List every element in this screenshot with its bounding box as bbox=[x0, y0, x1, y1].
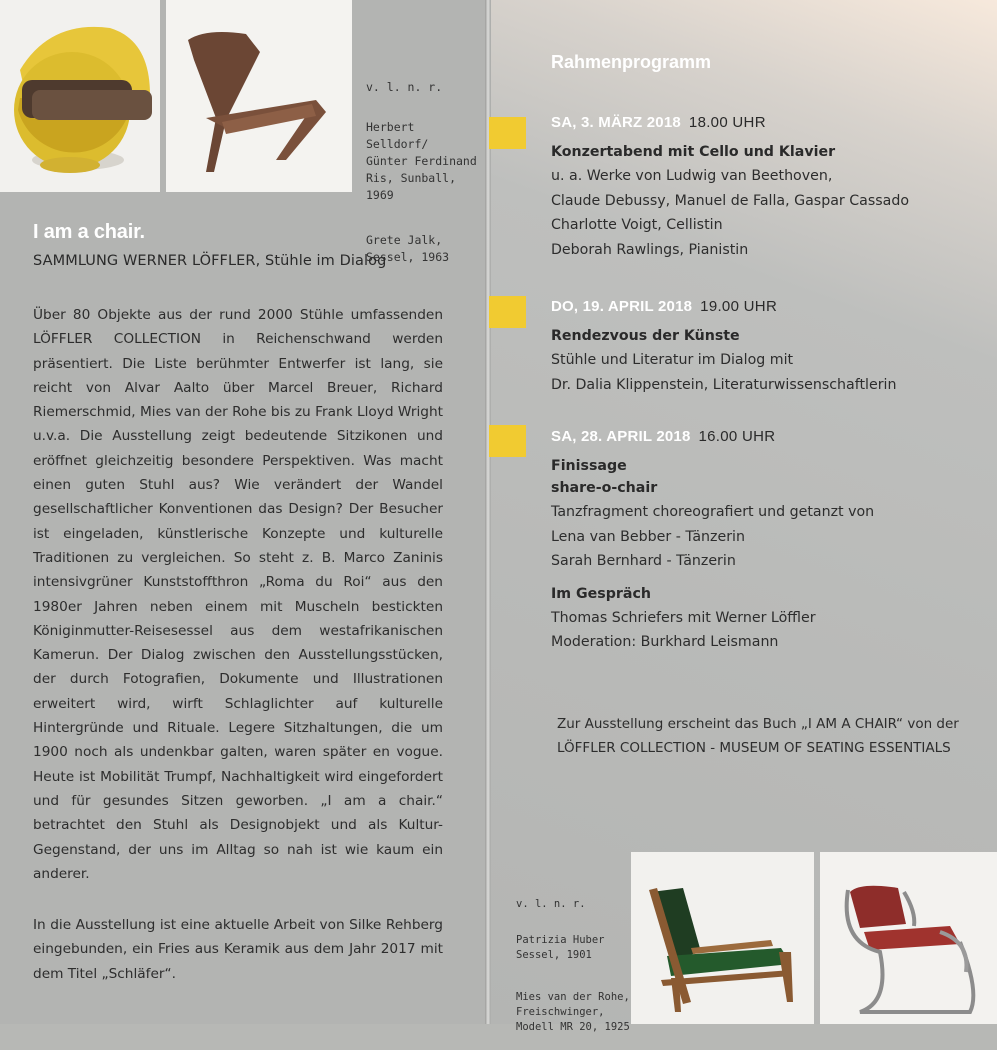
event-line: Tanzfragment choreografiert und getanzt von bbox=[551, 504, 875, 520]
exhibition-description: Über 80 Objekte aus der rund 2000 Stühle umfassenden LÖFFLER COLLECTION in Reichenschwand werden präsentiert. Die Liste berühmter Entwerfer ist lang, sie reicht von Alvar Aalto über Marcel Breuer, Richard Riemerschmid, Mies van der Rohe bis zu Frank Lloyd Wright u.v.a. Die Ausstellung zeigt bedeutende Sitzikonen und eröffnet gleichzeitig besondere Perspektiven. Was macht einen guten Stuhl aus? Wie verändert der Wandel gesellschaftlicher Konventionen das Design? Der Besucher ist eingeladen, künstlerische Konzepte und kulturelle Traditionen zu vergleichen. So steht z. B. Marco Zaninis intensivgrüner Kunststoffthron „Roma du Roi“ aus den 1980er Jahren neben einem mit Muscheln bestickten Königinmutter-Reisesessel aus dem westafrikanischen Kamerun. Der Dialog zwischen den Ausstellungsstücken, der durch Fotografien, Dokumente und Illustrationen erweitert wird, wirft Schlaglichter auf kulturelle Hintergründe und Rituale. Legere Sitzhaltungen, die um 1900 noch als undenkbar galten, waren später en vogue. Heute ist Mobilität Trumpf, Nachhaltigkeit wird eingefordert und für gesundes Sitzen geworben. „I am a chair.“ betrachtet den Stuhl als Designobjekt und als Kultur-Gegenstand, der uns im Alltag so nah ist wie kaum ein anderer. bbox=[33, 307, 443, 882]
event-line: Sarah Bernhard - Tänzerin bbox=[551, 553, 736, 569]
top-caption-item2: Grete Jalk, Sessel, 1963 bbox=[366, 233, 450, 264]
program-heading: Rahmenprogramm bbox=[551, 52, 712, 72]
bottom-caption-prefix: v. l. n. r. bbox=[516, 898, 586, 910]
event-time: 19.00 UHR bbox=[700, 298, 778, 315]
event-marker bbox=[489, 425, 526, 457]
event-date: SA, 3. MÄRZ 2018 bbox=[551, 114, 681, 131]
page-spine bbox=[485, 0, 491, 1024]
event-3 bbox=[551, 426, 971, 655]
mies-chair-photo bbox=[820, 852, 997, 1024]
event-1 bbox=[551, 112, 971, 262]
event-marker bbox=[489, 296, 526, 328]
huber-chair-photo bbox=[631, 852, 814, 1024]
event-line: Deborah Rawlings, Pianistin bbox=[551, 241, 749, 258]
book-note: Zur Ausstellung erscheint das Buch „I AM A CHAIR“ von der LÖFFLER COLLECTION - MUSEUM OF SEATING ESSENTIALS bbox=[557, 716, 959, 756]
event-line: Lena van Bebber - Tänzerin bbox=[551, 528, 745, 545]
event-time: 18.00 UHR bbox=[688, 114, 766, 131]
sunball-chair-photo bbox=[0, 0, 160, 192]
event-subtitle: share-o-chair bbox=[551, 480, 658, 496]
event-date: SA, 28. APRIL 2018 bbox=[551, 428, 691, 445]
event-line: Moderation: Burkhard Leismann bbox=[551, 634, 779, 650]
event-title: Konzertabend mit Cello und Klavier bbox=[551, 144, 836, 160]
exhibition-title: I am a chair. bbox=[33, 221, 145, 243]
event-line: Dr. Dalia Klippenstein, Literaturwissenschaftlerin bbox=[551, 376, 897, 393]
jalk-chair-photo bbox=[166, 0, 352, 192]
exhibition-note: In die Ausstellung ist eine aktuelle Arbeit von Silke Rehberg eingebunden, ein Fries aus Keramik aus dem Jahr 2017 mit dem Titel „Schläfer“. bbox=[33, 917, 443, 982]
event-marker bbox=[489, 117, 526, 149]
bottom-caption-item1: Patrizia Huber Sessel, 1901 bbox=[516, 934, 605, 961]
bottom-caption bbox=[516, 882, 636, 1050]
exhibition-subtitle: SAMMLUNG WERNER LÖFFLER, Stühle im Dialog bbox=[33, 253, 387, 269]
event-time: 16.00 UHR bbox=[698, 428, 776, 445]
event-line: Stühle und Literatur im Dialog mit bbox=[551, 352, 794, 368]
event-2 bbox=[551, 296, 971, 397]
event-line: Charlotte Voigt, Cellistin bbox=[551, 217, 723, 233]
top-caption bbox=[366, 62, 481, 283]
event-title: Rendezvous der Künste bbox=[551, 328, 740, 344]
event-date: DO, 19. APRIL 2018 bbox=[551, 298, 693, 315]
event-title: Finissage bbox=[551, 458, 627, 474]
event-line: Thomas Schriefers mit Werner Löffler bbox=[551, 609, 816, 626]
event-line: Claude Debussy, Manuel de Falla, Gaspar Cassado bbox=[551, 192, 910, 209]
bottom-caption-item2: Mies van der Rohe, Freischwinger, Modell MR 20, 1925 bbox=[516, 991, 630, 1033]
top-caption-item1: Herbert Selldorf/ Günter Ferdinand Ris, Sunball, 1969 bbox=[366, 120, 477, 202]
top-caption-prefix: v. l. n. r. bbox=[366, 80, 443, 94]
talk-title: Im Gespräch bbox=[551, 585, 651, 602]
event-line: u. a. Werke von Ludwig van Beethoven, bbox=[551, 168, 833, 184]
